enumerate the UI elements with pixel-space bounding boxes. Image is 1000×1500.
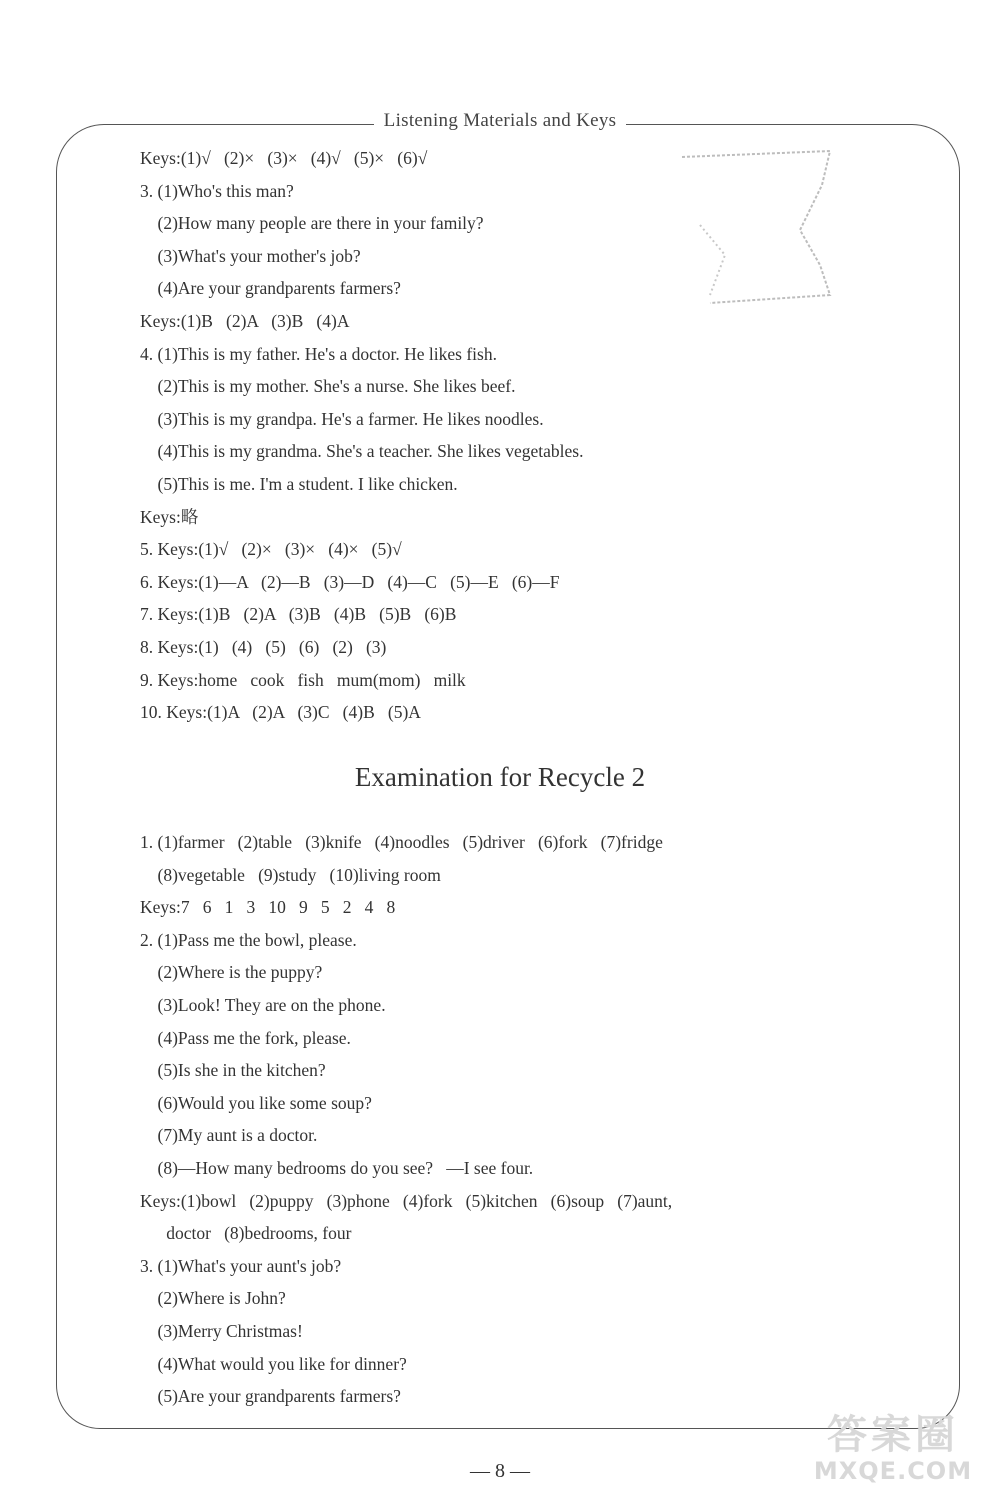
text-line: (8)—How many bedrooms do you see? —I see four.	[140, 1158, 534, 1178]
text-line: (5)Is she in the kitchen?	[140, 1060, 326, 1081]
text-line: (2)This is my mother. She's a nurse. She likes beef.	[140, 376, 516, 397]
text-line: (5)This is me. I'm a student. I like chicken.	[140, 474, 458, 494]
text-line: 8. Keys:(1) (4) (5) (6) (2) (3)	[140, 637, 387, 657]
text-line: (3)This is my grandpa. He's a farmer. He likes noodles.	[140, 408, 544, 429]
text-line: 5. Keys:(1)√ (2)× (3)× (4)× (5)√	[140, 539, 402, 560]
text-line: 6. Keys:(1)—A (2)—B (3)—D (4)—C (5)—E (6)—F	[140, 571, 560, 592]
running-header-text: Listening Materials and Keys	[374, 110, 627, 131]
watermark-bottom: MXQE.COM	[813, 1457, 973, 1485]
text-line: (5)Are your grandparents farmers?	[140, 1386, 401, 1407]
text-line: (4)Are your grandparents farmers?	[140, 278, 401, 299]
text-line: Keys:(1)√ (2)× (3)× (4)√ (5)× (6)√	[140, 148, 428, 168]
text-line: doctor (8)bedrooms, four	[140, 1223, 352, 1244]
text-line: Keys:7 6 1 3 10 9 5 2 4 8	[140, 897, 396, 918]
text-line: 10. Keys:(1)A (2)A (3)C (4)B (5)A	[140, 702, 421, 723]
decorative-sketch	[680, 145, 840, 310]
text-line: 7. Keys:(1)B (2)A (3)B (4)B (5)B (6)B	[140, 604, 457, 625]
text-line: (2)Where is the puppy?	[140, 962, 323, 983]
text-line: 4. (1)This is my father. He's a doctor. He likes fish.	[140, 343, 497, 364]
text-line: Keys:(1)B (2)A (3)B (4)A	[140, 311, 350, 331]
text-line: 2. (1)Pass me the bowl, please.	[140, 929, 357, 950]
page-number: — 8 —	[470, 1460, 530, 1482]
text-line: (4)What would you like for dinner?	[140, 1353, 407, 1374]
text-line: (2)Where is John?	[140, 1288, 286, 1309]
exam-title: Examination for Recycle 2	[354, 762, 646, 792]
text-line: (3)Look! They are on the phone.	[140, 995, 386, 1015]
text-line: 1. (1)farmer (2)table (3)knife (4)noodles (5)driver (6)fork (7)fridge	[140, 832, 663, 852]
text-line: (8)vegetable (9)study (10)living room	[140, 864, 441, 885]
text-line: Keys:略	[140, 506, 199, 527]
text-line: 3. (1)Who's this man?	[140, 180, 294, 201]
watermark-logo	[798, 1412, 988, 1492]
text-line: (3)Merry Christmas!	[140, 1321, 303, 1341]
running-header	[0, 110, 1000, 132]
text-line: (3)What's your mother's job?	[140, 245, 361, 266]
text-line: (4)Pass me the fork, please.	[140, 1027, 351, 1048]
text-line: 3. (1)What's your aunt's job?	[140, 1255, 342, 1276]
watermark-top: 答案圈	[827, 1412, 959, 1458]
text-line: (6)Would you like some soup?	[140, 1092, 372, 1113]
text-line: Keys:(1)bowl (2)puppy (3)phone (4)fork (5)kitchen (6)soup (7)aunt,	[140, 1190, 673, 1211]
text-line: (2)How many people are there in your family?	[140, 213, 484, 234]
text-line: 9. Keys:home cook fish mum(mom) milk	[140, 669, 466, 690]
text-line: (7)My aunt is a doctor.	[140, 1125, 318, 1146]
text-line: (4)This is my grandma. She's a teacher. She likes vegetables.	[140, 441, 584, 462]
